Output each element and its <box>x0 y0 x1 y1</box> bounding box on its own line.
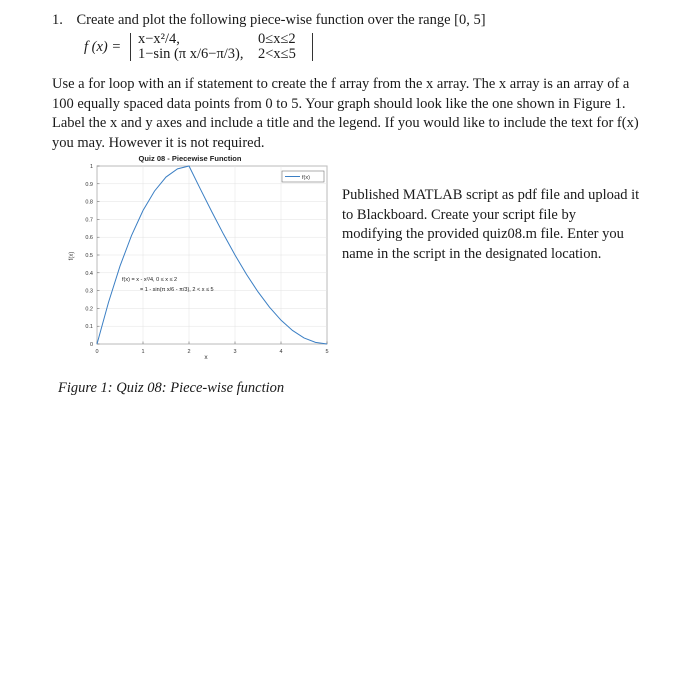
instructions-line: 100 equally spaced data points from 0 to 5. Your graph should look like the one shown in Figure 1. <box>52 95 626 112</box>
y-tick-label: 0.9 <box>85 181 93 188</box>
y-tick-label: 0.2 <box>85 306 93 313</box>
note-line: to Blackboard. Create your script file by <box>342 206 576 223</box>
formula-left-brace <box>130 33 136 61</box>
formula-lhs: f (x) = <box>84 39 122 55</box>
figure-caption: Figure 1: Quiz 08: Piece-wise function <box>58 380 285 396</box>
instructions-paragraph <box>52 75 642 153</box>
question-title: Create and plot the following piece-wise function over the range [0, 5] <box>76 12 486 28</box>
question-heading <box>52 12 486 29</box>
note-line: name in the script in the designated location. <box>342 245 602 262</box>
x-tick-label: 4 <box>279 349 283 355</box>
y-tick-label: 0 <box>89 342 93 348</box>
piecewise-chart <box>60 150 360 370</box>
y-axis-label: f(x) <box>69 251 75 261</box>
chart-title: Quiz 08 - Piecewise Function <box>138 154 242 163</box>
instructions-line: you may. However it is not required. <box>52 134 265 151</box>
legend-label: f(x) <box>302 175 310 181</box>
formula-right-brace <box>308 33 313 61</box>
instructions-line: Label the x and y axes and include a title and the legend. If you would like to include the text for f(x) <box>52 115 639 131</box>
legend <box>282 171 324 182</box>
y-tick-label: 0.4 <box>85 270 93 277</box>
y-tick-label: 0.3 <box>85 288 93 295</box>
y-tick-label: 1 <box>89 164 93 170</box>
x-tick-label: 3 <box>233 349 237 355</box>
x-tick-label: 1 <box>141 349 145 355</box>
x-tick-label: 0 <box>95 349 99 355</box>
instructions-line: Use a for loop with an if statement to create the f array from the x array. The x array is an array of a <box>52 76 630 92</box>
x-tick-label: 2 <box>187 349 191 355</box>
submission-note <box>342 186 662 264</box>
formula-case2-cond: 2<x≤5 <box>258 46 296 62</box>
formula-case2-expr: 1−sin (π x/6−π/3), <box>138 46 244 62</box>
y-tick-label: 0.5 <box>85 253 93 259</box>
y-tick-label: 0.8 <box>85 199 93 206</box>
note-line: Published MATLAB script as pdf file and upload it <box>342 187 640 203</box>
y-tick-label: 0.1 <box>85 324 93 331</box>
note-line: modifying the provided quiz08.m file. Enter you <box>342 226 624 242</box>
x-tick-label: 5 <box>325 349 329 355</box>
x-axis-label: x <box>204 354 208 361</box>
chart-annotation-line1: f(x) = x - x²/4, 0 ≤ x ≤ 2 <box>122 277 178 283</box>
question-number: 1. <box>52 12 63 28</box>
formula-case1-cond: 0≤x≤2 <box>258 31 296 47</box>
y-tick-label: 0.7 <box>85 217 93 224</box>
y-tick-label: 0.6 <box>85 235 93 242</box>
chart-annotation-line2: = 1 - sin(π x/6 - π/3), 2 < x ≤ 5 <box>140 287 214 293</box>
formula-case1-expr: x−x²/4, <box>138 31 180 47</box>
